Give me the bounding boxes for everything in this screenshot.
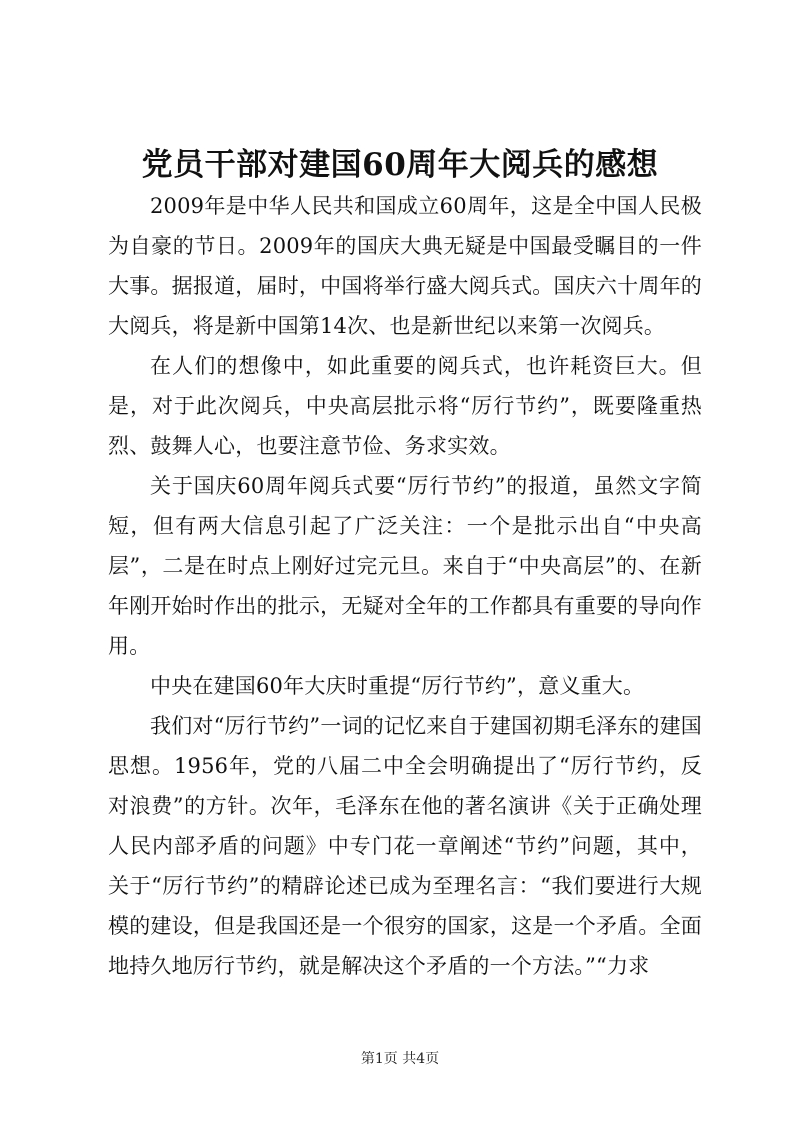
paragraph-2: 在人们的想像中，如此重要的阅兵式，也许耗资巨大。但是，对于此次阅兵，中央高层批示将“厉行节约”，既要隆重热烈、鼓舞人心，也要注意节俭、务求实效。 (108, 354, 702, 458)
paragraph-1: 2009年是中华人民共和国成立60周年，这是全中国人民极为自豪的节日。2009年的国庆大典无疑是中国最受瞩目的一件大事。据报道，届时，中国将举行盛大阅兵式。国庆六十周年的大阅兵，将是新中国第14次、也是新世纪以来第一次阅兵。 (108, 194, 702, 338)
paragraph-5: 我们对“厉行节约”一词的记忆来自于建国初期毛泽东的建国思想。1956年，党的八届二中全会明确提出了“厉行节约，反对浪费”的方针。次年，毛泽东在他的著名演讲《关于正确处理人民内部矛盾的问题》中专门花一章阐述“节约”问题，其中，关于“厉行节约”的精辟论述已成为至理名言：“我们要进行大规模的建设，但是我国还是一个很穷的国家，这是一个矛盾。全面地持久地厉行节约，就是解决这个矛盾的一个方法。”“力求 (108, 714, 702, 978)
paragraph-4: 中央在建国60年大庆时重提“厉行节约”，意义重大。 (150, 674, 645, 698)
document-body (108, 186, 702, 986)
document-title: 党员干部对建国60周年大阅兵的感想 (141, 147, 659, 183)
paragraph-3: 关于国庆60周年阅兵式要“厉行节约”的报道，虽然文字简短，但有两大信息引起了广泛关注：一个是批示出自“中央高层”，二是在时点上刚好过完元旦。来自于“中央高层”的、在新年刚开始时作出的批示，无疑对全年的工作都具有重要的导向作用。 (108, 474, 702, 658)
page-footer: 第1页 共4页 (360, 1051, 440, 1067)
